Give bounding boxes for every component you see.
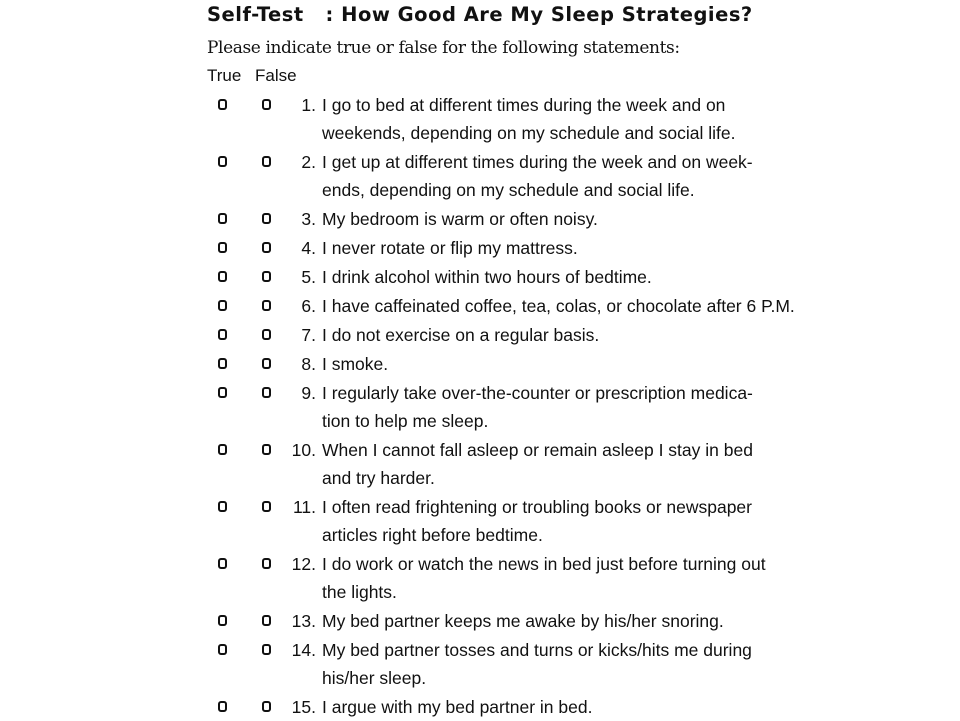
false-column-header: False (255, 66, 297, 85)
statement-line: I often read frightening or troubling books or newspaper (322, 497, 752, 517)
true-checkbox[interactable] (218, 156, 227, 167)
true-checkbox[interactable] (218, 444, 227, 455)
true-checkbox[interactable] (218, 615, 227, 626)
statement-line: When I cannot fall asleep or remain asleep I stay in bed (322, 440, 753, 460)
true-checkbox[interactable] (218, 358, 227, 369)
statement-line: the lights. (322, 582, 397, 602)
true-column-header: True (207, 66, 242, 85)
statement-line: My bed partner tosses and turns or kicks/hits me during (322, 640, 752, 660)
statement-number: 1. (301, 95, 316, 115)
statement-number: 9. (301, 383, 316, 403)
statement-number: 8. (301, 354, 316, 374)
statement-line: weekends, depending on my schedule and social life. (322, 123, 736, 143)
statement-line: I go to bed at different times during the week and on (322, 95, 726, 115)
statement-number: 3. (301, 209, 316, 229)
statement-number: 12. (291, 554, 316, 574)
statement-number: 13. (291, 611, 316, 631)
true-checkbox[interactable] (218, 329, 227, 340)
statement-line: I do not exercise on a regular basis. (322, 325, 600, 345)
statement-number: 6. (301, 296, 316, 316)
statement-text (322, 263, 792, 291)
statement-text (322, 91, 792, 147)
true-checkbox[interactable] (218, 501, 227, 512)
statement-number: 4. (301, 238, 316, 258)
statement-text (322, 636, 792, 692)
statement-line: I drink alcohol within two hours of bedtime. (322, 267, 652, 287)
statement-text (322, 493, 792, 549)
statement-line: I never rotate or flip my mattress. (322, 238, 578, 258)
statement-line: tion to help me sleep. (322, 411, 489, 431)
statement-line: I do work or watch the news in bed just before turning out (322, 554, 766, 574)
true-checkbox[interactable] (218, 242, 227, 253)
statement-text (322, 550, 792, 606)
statement-line: I regularly take over-the-counter or prescription medica- (322, 383, 753, 403)
statement-line: My bed partner keeps me awake by his/her snoring. (322, 611, 724, 631)
statement-text (322, 436, 792, 492)
true-checkbox[interactable] (218, 558, 227, 569)
statement-number: 2. (301, 152, 316, 172)
statement-line: ends, depending on my schedule and social life. (322, 180, 695, 200)
true-checkbox[interactable] (218, 300, 227, 311)
true-checkbox[interactable] (218, 644, 227, 655)
statement-text (322, 234, 792, 262)
true-checkbox[interactable] (218, 387, 227, 398)
statement-text (322, 607, 792, 635)
statement-number: 15. (291, 697, 316, 717)
true-checkbox[interactable] (218, 271, 227, 282)
statement-line: I smoke. (322, 354, 389, 374)
true-checkbox[interactable] (218, 701, 227, 712)
statement-line: My bedroom is warm or often noisy. (322, 209, 598, 229)
statement-line: and try harder. (322, 468, 435, 488)
statement-text (322, 379, 792, 435)
statement-text (322, 148, 792, 204)
statement-text (322, 321, 792, 349)
statement-number: 5. (301, 267, 316, 287)
statement-line: I get up at different times during the week and on week- (322, 152, 753, 172)
statement-number: 7. (301, 325, 316, 345)
statement-text (322, 693, 792, 721)
true-checkbox[interactable] (218, 213, 227, 224)
statement-line: his/her sleep. (322, 668, 427, 688)
page-title: Self-Test : How Good Are My Sleep Strategies? (207, 3, 753, 26)
statement-text (322, 350, 792, 378)
statement-number: 14. (291, 640, 316, 660)
statement-number: 11. (292, 497, 316, 517)
true-checkbox[interactable] (218, 99, 227, 110)
statement-line: articles right before bedtime. (322, 525, 543, 545)
statement-line: I argue with my bed partner in bed. (322, 697, 593, 717)
statement-line: I have caffeinated coffee, tea, colas, or chocolate after 6 P.M. (322, 296, 795, 316)
statement-text (322, 205, 792, 233)
statement-number: 10. (291, 440, 316, 460)
statement-text (322, 292, 795, 320)
instructions-text: Please indicate true or false for the following statements: (207, 38, 680, 58)
